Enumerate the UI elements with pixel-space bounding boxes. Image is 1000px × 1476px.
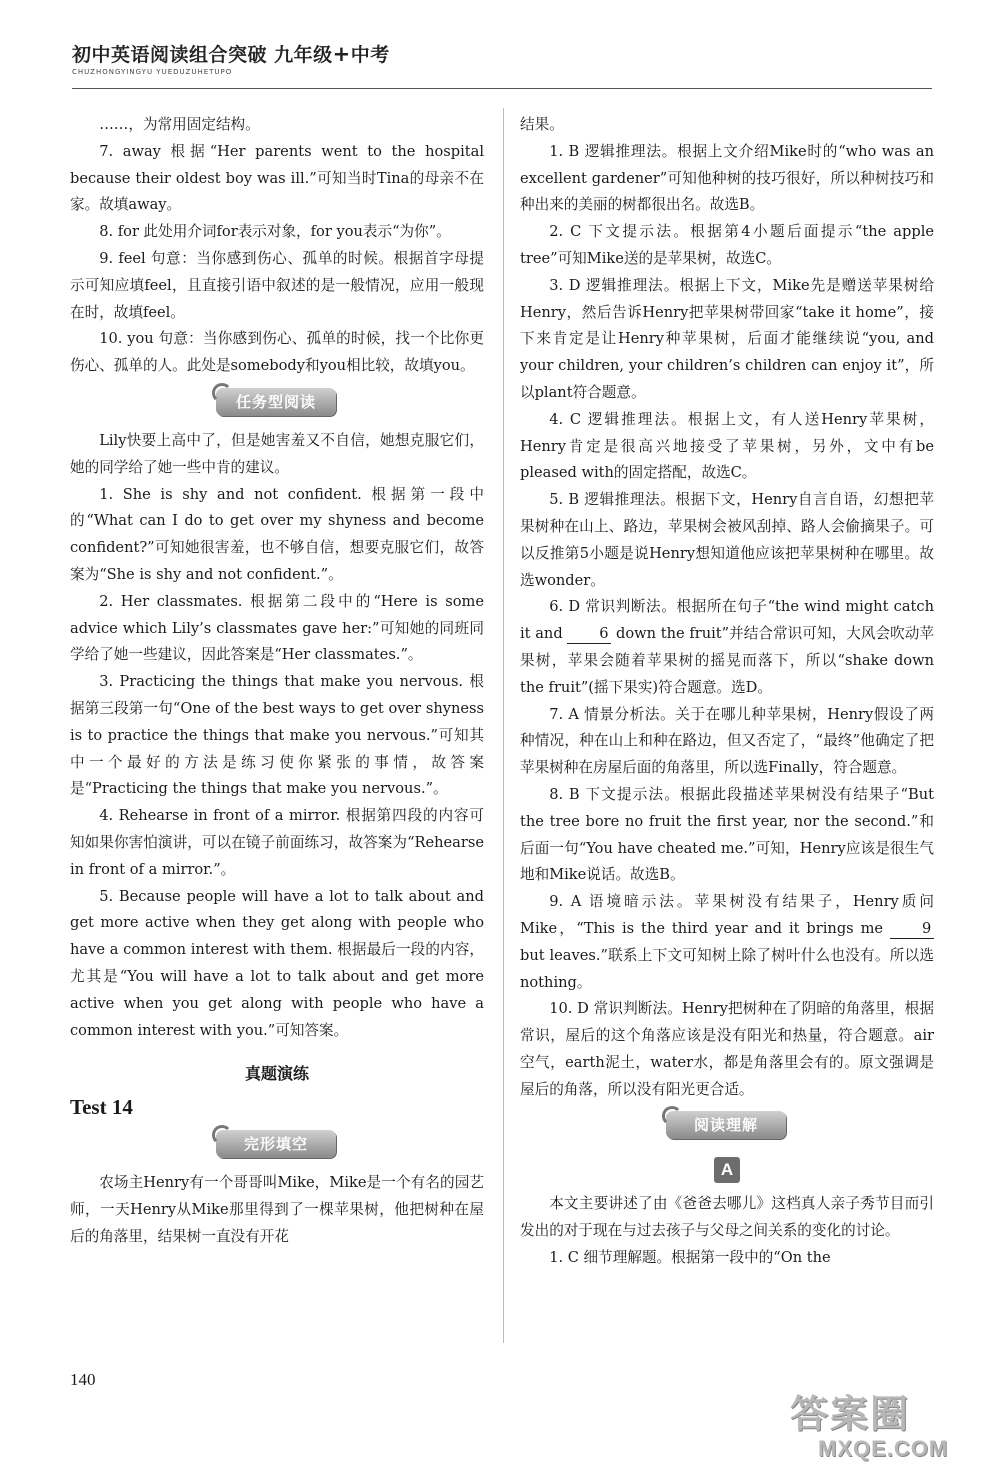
section-badge-task-reading — [70, 380, 484, 428]
badge-label: 完形填空 — [243, 1135, 308, 1154]
task-answer-4: 4. Rehearse in front of a mirror. 根据第四段的内容可知如果你害怕演讲，可以在镜子前面练习，故答案为“Rehearse in front of a mirror.”。 — [70, 807, 484, 878]
page-header — [72, 40, 932, 92]
cloze-answer-1: 1. B 逻辑推理法。根据上文介绍Mike时的“who was an excellent gardener”可知他种树的技巧很好，所以种树技巧和种出来的美丽的树都很出名。故选B。 — [520, 142, 934, 214]
passage-letter-wrap — [520, 1151, 934, 1191]
task-answer-5: 5. Because people will have a lot to talk about and get more active when they get along with people who have a common interest with them. 根据最后一段的内容，尤其是“You will have a lot to talk about and get more active when you get along with people who have a common interest with you.”可知答案。 — [70, 887, 484, 1039]
cloze-answer-2: 2. C 下文提示法。根据第4小题后面提示“the apple tree”可知Mike送的是苹果树，故选C。 — [520, 223, 934, 267]
reading-summary: 本文主要讲述了由《爸爸去哪儿》这档真人亲子秀节目而引发出的对于现在与过去孩子与父母之间关系的变化的讨论。 — [520, 1195, 934, 1240]
paragraph: 结果。 — [520, 116, 564, 133]
cloze-answer-5: 5. B 逻辑推理法。根据下文，Henry自言自语，幻想把苹果树种在山上、路边，苹果树会被风刮掉、路人会偷摘果子。可以反推第5小题是说Henry想知道他应该把苹果树种在哪里。故选wonder。 — [520, 491, 934, 589]
cloze-answer-9 — [520, 889, 934, 996]
answer-8: 8. for 此处用介词for表示对象，for you表示“为你”。 — [99, 223, 451, 241]
badge-label: 阅读理解 — [693, 1116, 758, 1135]
answer-7: 7. away 根据“Her parents went to the hospital because their oldest boy was ill.”可知当时Tina的母亲不在家。故填away。 — [70, 142, 484, 214]
cloze-answer-8: 8. B 下文提示法。根据此段描述苹果树没有结果子“But the tree bore no fruit the first year, nor the second.”和后面一句“You have cheated me.”可知，Henry应该是很生气地和Mike说话。故选B。 — [520, 785, 934, 884]
cloze-summary: 农场主Henry有一个哥哥叫Mike，Mike是一个有名的园艺师，一天Henry从Mike那里得到了一棵苹果树，他把树种在屋后的角落里，结果树一直没有开花 — [70, 1174, 484, 1245]
book-title-pinyin: CHUZHONGYINGYU YUEDUZUHETUPO — [72, 68, 233, 76]
task-answer-1: 1. She is shy and not confident. 根据第一段中的“What can I do to get over my shyness and become confident?”可知她很害羞，也不够自信，想要克服它们，故答案为“She is shy and not confident.”。 — [70, 485, 484, 583]
task-answer-3: 3. Practicing the things that make you nervous. 根据第三段第一句“One of the best ways to get over shyness is to practice the things that make you nervous.”可知其中一个最好的方法是练习使你紧张的事情，故答案是“Practicing the things that make you nervous.”。 — [70, 673, 484, 798]
blank-number: 9 — [890, 920, 934, 939]
answer-9: 9. feel 句意：当你感到伤心、孤单的时候。根据首字母提示可知应填feel，且直接引语中叙述的是一般情况，应用一般现在时，故填feel。 — [70, 249, 484, 321]
right-column — [520, 112, 934, 1272]
answer-text: down the fruit”并结合常识可知，大风会吹动苹果树，苹果会随着苹果树的摇晃而落下，所以“shake down the fruit”(摇下果实)符合题意。选D。 — [520, 625, 934, 696]
book-exam: 中考 — [350, 44, 390, 66]
answer-text: 6. D 常识判断法。根据所在句子“the wind might catch it and — [520, 598, 934, 643]
cloze-answer-3: 3. D 逻辑推理法。根据上下文，Mike先是赠送苹果树给Henry，然后告诉Henry把苹果树带回家“take it home”，接下来肯定是让Henry种苹果树，后面才能继续说“you, and your children, your children’s children can enjoy it”，所以plant符合题意。 — [520, 276, 934, 401]
task-answer-2: 2. Her classmates. 根据第二段中的“Here is some advice which Lily’s classmates gave her:”可知她的同班同学给了她一些建议，因此答案是“Her classmates.”。 — [70, 592, 484, 664]
section-badge — [216, 1130, 336, 1158]
header-rule — [72, 88, 932, 89]
answer-text: 9. A 语境暗示法。苹果树没有结果子，Henry质问Mike，“This is the third year and it brings me — [520, 893, 934, 937]
page-number: 140 — [70, 1370, 96, 1389]
watermark-logo — [790, 1392, 990, 1472]
passage-letter-badge: A — [714, 1157, 740, 1183]
watermark-logo-text: 答案圈 — [790, 1392, 911, 1436]
badge-label: 任务型阅读 — [235, 392, 316, 411]
passage-summary: Lily快要上高中了，但是她害羞又不自信，她想克服它们，她的同学给了她一些中肯的建议。 — [70, 431, 484, 476]
cloze-answer-10: 10. D 常识判断法。Henry把树种在了阴暗的角落里，根据常识，屋后的这个角落应该是没有阳光和热量，符合题意。air空气，earth泥土，water水，都是角落里会有的。原文强调是屋后的角落，所以没有阳光更合适。 — [520, 1000, 934, 1098]
book-plus: + — [332, 42, 351, 66]
reading-answer-1: 1. C 细节理解题。根据第一段中的“On the — [549, 1249, 831, 1267]
book-title-text: 初中英语阅读组合突破 — [72, 44, 268, 66]
blank-number: 6 — [567, 625, 611, 644]
section-badge — [666, 1111, 786, 1139]
section-badge-cloze — [70, 1122, 484, 1170]
answer-text: but leaves.”联系上下文可知树上除了树叶什么也没有。所以选nothing。 — [520, 946, 934, 991]
section-badge — [216, 388, 336, 416]
badge-swirl-icon — [662, 1106, 682, 1126]
cloze-answer-6 — [520, 594, 934, 701]
paragraph: ……，为常用固定结构。 — [99, 116, 260, 133]
answer-10: 10. you 句意：当你感到伤心、孤单的时候，找一个比你更伤心、孤单的人。此处是somebody和you相比较，故填you。 — [70, 330, 484, 375]
cloze-answer-4: 4. C 逻辑推理法。根据上文，有人送Henry苹果树，Henry肯定是很高兴地接受了苹果树，另外，文中有be pleased with的固定搭配，故选C。 — [520, 410, 934, 482]
left-column — [70, 112, 484, 1251]
badge-swirl-icon — [212, 383, 232, 403]
badge-swirl-icon — [212, 1125, 232, 1145]
test-title: Test 14 — [70, 1095, 133, 1120]
book-title — [72, 40, 932, 67]
section-badge-reading — [520, 1103, 934, 1151]
section-title: 真题演练 — [244, 1064, 309, 1084]
book-grade: 九年级 — [274, 44, 333, 66]
column-divider — [503, 108, 504, 1343]
watermark-url: MXQE.COM — [818, 1436, 949, 1461]
cloze-answer-7: 7. A 情景分析法。关于在哪儿种苹果树，Henry假设了两种情况，种在山上和种在路边，但又否定了，“最终”他确定了把苹果树种在房屋后面的角落里，所以选Finally，符合题意。 — [520, 705, 934, 777]
